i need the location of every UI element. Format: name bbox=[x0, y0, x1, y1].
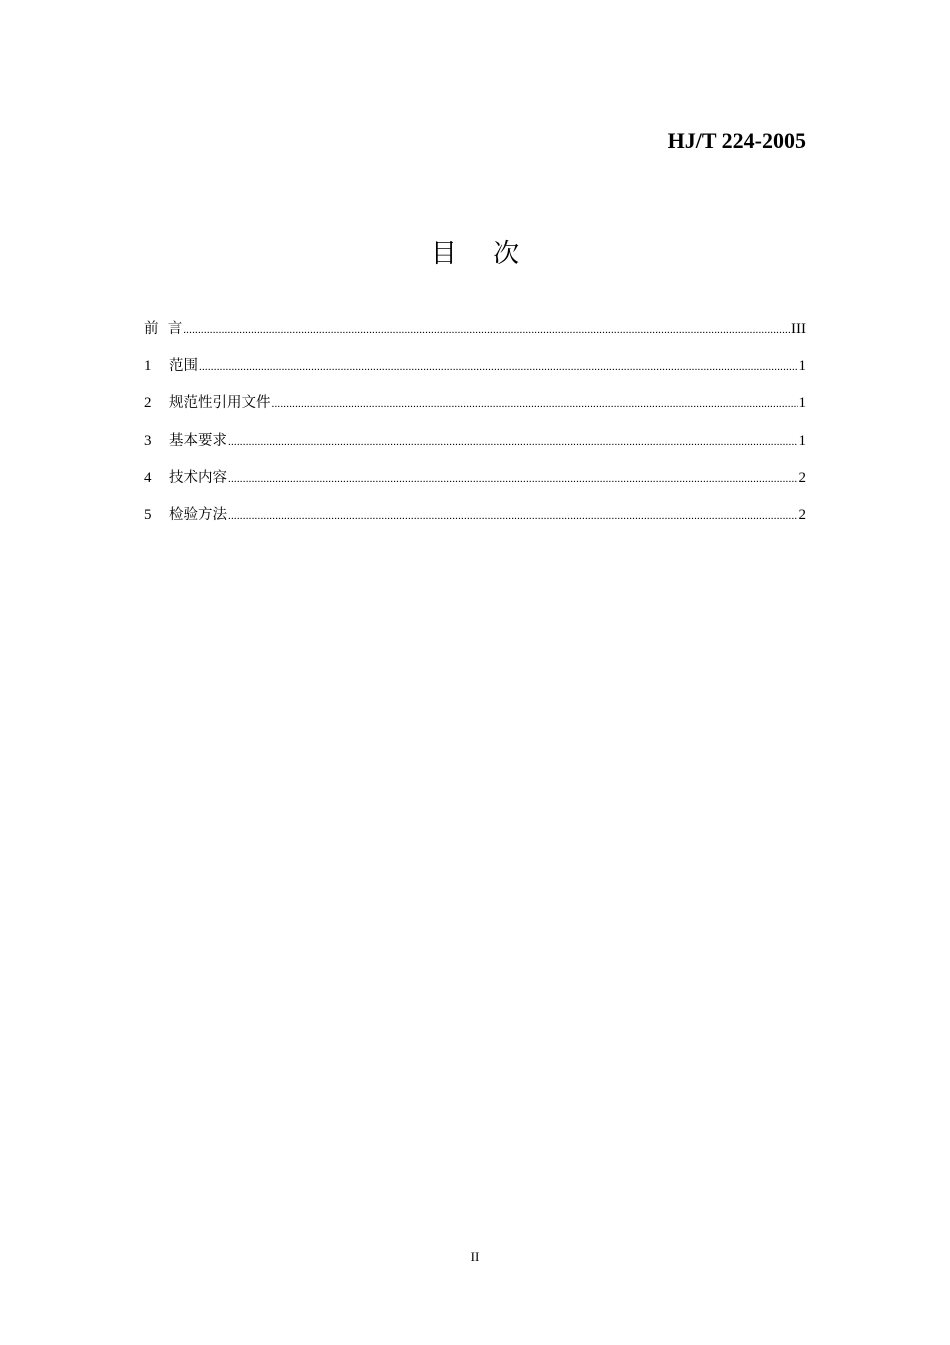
toc-leader-dots bbox=[228, 431, 798, 453]
toc-entry-normative-references[interactable] bbox=[144, 392, 806, 429]
toc-entry-title: 检验方法 bbox=[169, 506, 227, 523]
toc-entry-page: III bbox=[791, 321, 806, 337]
toc-entry-page: 2 bbox=[798, 506, 806, 523]
toc-entry-scope[interactable] bbox=[144, 355, 806, 392]
toc-list bbox=[144, 318, 806, 541]
toc-entry-page: 2 bbox=[798, 469, 806, 486]
toc-leader-dots bbox=[228, 505, 798, 527]
toc-entry-basic-requirements[interactable] bbox=[144, 430, 806, 467]
toc-entry-title: 技术内容 bbox=[169, 469, 227, 486]
toc-entry-test-methods[interactable] bbox=[144, 504, 806, 541]
toc-entry-number: 4 bbox=[144, 469, 152, 486]
toc-leader-dots bbox=[228, 468, 798, 490]
toc-entry-number: 2 bbox=[144, 395, 152, 412]
toc-entry-page: 1 bbox=[798, 432, 806, 449]
toc-leader-dots bbox=[199, 356, 798, 378]
toc-entry-number: 3 bbox=[144, 432, 152, 449]
toc-leader-dots bbox=[183, 319, 790, 341]
toc-entry-page: 1 bbox=[798, 358, 806, 375]
toc-entry-title: 规范性引用文件 bbox=[169, 395, 271, 412]
page-number: II bbox=[470, 1249, 480, 1264]
toc-entry-title: 范围 bbox=[169, 358, 198, 375]
toc-entry-foreword[interactable] bbox=[144, 318, 806, 355]
toc-entry-title: 前 言 bbox=[144, 321, 183, 337]
toc-leader-dots bbox=[272, 393, 798, 415]
toc-entry-number: 5 bbox=[144, 506, 152, 523]
toc-entry-page: 1 bbox=[798, 395, 806, 412]
toc-entry-technical-content[interactable] bbox=[144, 467, 806, 504]
toc-entry-title: 基本要求 bbox=[169, 432, 227, 449]
standard-code: HJ/T 224-2005 bbox=[667, 128, 806, 153]
toc-title: 目 次 bbox=[430, 239, 534, 269]
toc-entry-number: 1 bbox=[144, 358, 152, 375]
